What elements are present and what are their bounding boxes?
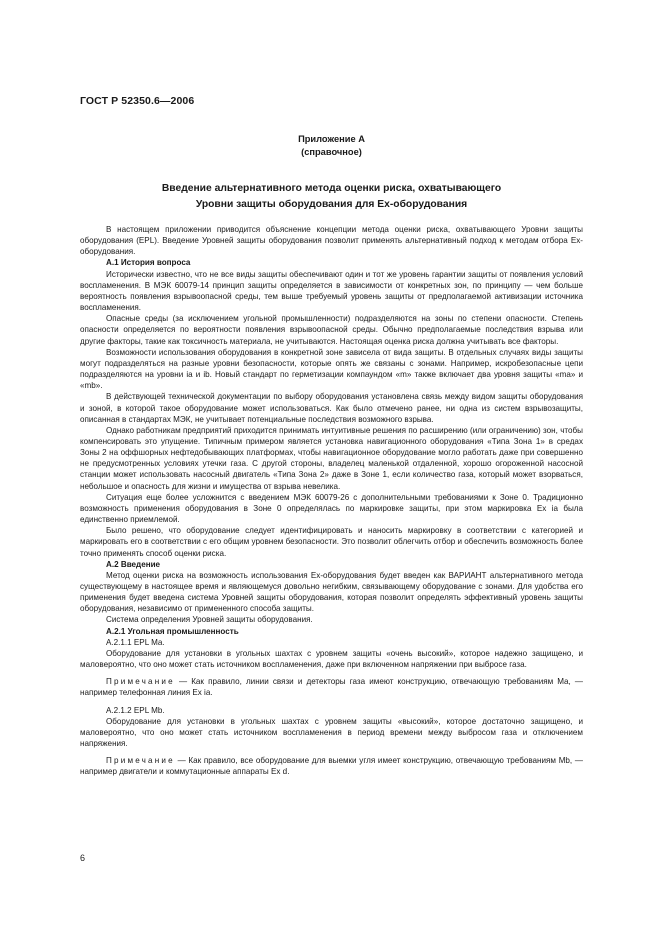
section-heading-a2: А.2 Введение (106, 559, 161, 569)
section-heading-a2-1: А.2.1 Угольная промышленность (106, 626, 239, 636)
note-2-label: Примечание (106, 756, 175, 766)
note-2-text: — Как правило, все оборудование для выемки угля имеет конструкцию, отвечающую требованиям Mb, — например двигатели и коммутационные аппараты Ex d. (80, 756, 583, 777)
paragraph-a2-2: Система определения Уровней защиты оборудования. (106, 615, 313, 625)
appendix-heading (80, 133, 583, 159)
clause-label-a2-1-2: А.2.1.2 EPL Mb. (106, 705, 165, 715)
document-id-header: ГОСТ Р 52350.6—2006 (80, 95, 195, 107)
intro-paragraph: В настоящем приложении приводится объяснение концепции метода оценки риска, охватывающего Уровни защиты оборудования (EPL). Введение Уровней защиты оборудования позволит применять альтернативный подход к методам отбора Ex-оборудования. (80, 225, 583, 257)
note-1-text: — Как правило, линии связи и детекторы газа имеют конструкцию, отвечающую требованиям Ma, — например телефонная линия Ex ia. (80, 677, 583, 698)
paragraph-a1-2: Опасные среды (за исключением угольной промышленности) подразделяются на зоны по степени опасности. Степень опасности определяется по вероятности появления взрывоопасной среды. Обычно предполагаемые последствия взрыва или другие факторы, такие как токсичность материала, не учитываются. Настоящая оценка риска должна учитывать все факторы. (80, 314, 583, 346)
appendix-title-line-2: Уровни защиты оборудования для Ex-оборудования (195, 199, 468, 210)
document-body (80, 224, 583, 784)
paragraph-a1-7: Было решено, что оборудование следует идентифицировать и наносить маркировку в соответствии с категорией и маркировать его в соответствии с его общим уровнем безопасности. Это позволит облегчить отбор и обеспечить возможность более точно применять способ оценки риска. (80, 526, 583, 558)
page-number: 6 (80, 853, 86, 863)
clause-text-a2-1-2: Оборудование для установки в угольных шахтах с уровнем защиты «высокий», которое достаточно защищено, и маловероятно, что оно может стать источником воспламенения в период времени между выбросом газа и отключением напряжения. (80, 716, 583, 749)
clause-text-a2-1-1: Оборудование для установки в угольных шахтах с уровнем защиты «очень высокий», которое надежно защищено, и маловероятно, что оно может стать источником воспламенения, даже при включенном напряжении при выбросе газа. (80, 648, 583, 670)
paragraph-a1-6: Ситуация еще более усложнится с введением МЭК 60079-26 с дополнительными требованиями к Зоне 0. Традиционно возможность применения оборудования в Зоне 0 определялась по маркировке защиты, при этом маркировка Ex ia была единственно приемлемой. (80, 492, 583, 525)
appendix-kind: (справочное) (301, 147, 362, 157)
note-2 (80, 755, 583, 777)
paragraph-a1-1: Исторически известно, что не все виды защиты обеспечивают один и тот же уровень гарантии защиты от появления условий воспламенения. В МЭК 60079-14 принцип защиты определяется в зависимости от конкретных зон, по принципу — чем больше вероятность появления взрывоопасной среды, тем выше требуемый уровень защиты от предполагаемой активизации источника воспламенения. (80, 269, 583, 313)
paragraph-a1-5: Однако работникам предприятий приходится принимать интуитивные решения по расширению (или ограничению) зон, чтобы компенсировать это упущение. Типичным примером является установка навигационного оборудования «Типа Зона 1» в средах Зоны 2 на оффшорных нефтедобывающих платформах, чтобы навигационное оборудование могло работать даже при совершенно не предусмотренных условиях утечки газа. С другой стороны, владелец маленькой отдаленной, хорошо огороженной насосной станции может использовать насосный двигатель «Типа Зона 2» даже в Зоне 1, если количество газа, который может взорваться, небольшое и опасность для жизни и имущества от взрыва невелика. (80, 425, 583, 491)
section-heading-a1: А.1 История вопроса (106, 258, 191, 268)
paragraph-a2-1: Метод оценки риска на возможность использования Ex-оборудования будет введен как ВАРИАНТ альтернативного метода существующему в настоящее время и являющемуся довольно негибким, связывающему оборудование с зонами. Для удобства его применения будет введена система Уровней защиты оборудования, которая позволит определять эффективный уровень защиты оборудования, независимо от примененного способа защиты. (80, 570, 583, 614)
appendix-title-line-1: Введение альтернативного метода оценки риска, охватывающего (161, 183, 502, 194)
paragraph-a1-4: В действующей технической документации по выбору оборудования установлена связь между видом защиты оборудования и зоной, в которой такое оборудование может использоваться. Как было отмечено ранее, ни одна из систем взрывозащиты, описанная в стандартах МЭК, не учитывает потенциальные последствия возможного взрыва. (80, 392, 583, 424)
clause-label-a2-1-1: А.2.1.1 EPL Ma. (106, 637, 165, 647)
paragraph-a1-3: Возможности использования оборудования в конкретной зоне зависела от вида защиты. В отдельных случаях виды защиты могут подразделяться на разные уровни безопасности, которые опять же связаны с зонами. Например, искробезопасные цепи подразделяются на уровни ia и ib. Новый стандарт по герметизации компаундом «m» также включает два уровня защиты «ma» и «mb». (80, 347, 583, 391)
note-1-label: Примечание (106, 677, 175, 687)
appendix-title (80, 181, 583, 213)
note-1 (80, 676, 583, 698)
appendix-label: Приложение А (298, 134, 365, 144)
